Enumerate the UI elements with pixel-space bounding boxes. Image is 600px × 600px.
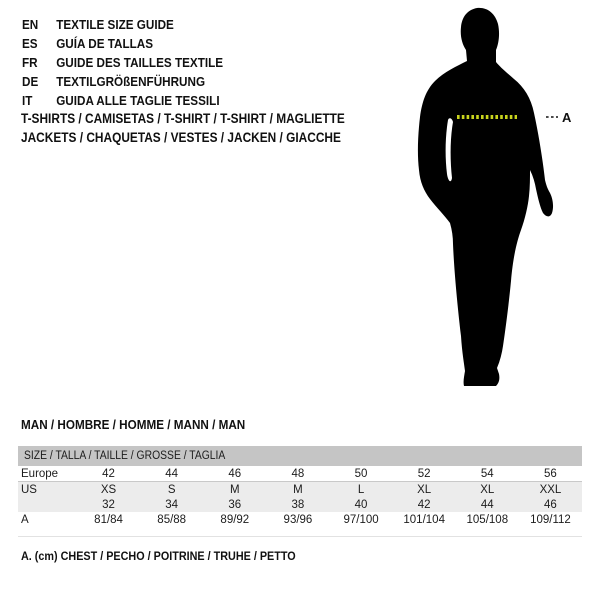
language-row-es [22,34,223,53]
language-code: DE [22,74,39,89]
size-cell: 101/104 [403,514,445,526]
language-label: TEXTILGRÖßENFÜHRUNG [56,74,206,89]
language-label: GUIDE DES TAILLES TEXTILE [56,55,224,70]
language-code: ES [22,36,38,51]
size-table [18,446,582,528]
size-cell: 52 [417,467,431,480]
row-label: Europe [21,467,59,480]
size-cell: 40 [354,498,368,511]
size-cell: 105/108 [466,514,509,526]
language-row-en [22,15,223,34]
language-row-de [22,72,223,91]
category-headings [21,109,389,147]
size-cell: XS [100,483,117,496]
size-cell: M [293,483,303,496]
size-cell: S [167,483,176,496]
size-cell: M [230,483,240,496]
size-cell: 56 [544,467,557,480]
size-cell: 46 [228,467,242,480]
size-table-header-label: SIZE / TALLA / TAILLE / GRÖSSE / TAGLIA [24,450,226,462]
language-list [22,15,245,110]
category-tshirts: T-SHIRTS / CAMISETAS / T-SHIRT / T-SHIRT / MAGLIETTE [21,111,345,126]
row-label: US [21,483,37,496]
size-cell: 109/112 [530,514,571,526]
language-label: TEXTILE SIZE GUIDE [56,17,174,32]
size-cell: 34 [165,498,179,511]
table-row-us [18,482,582,497]
section-title-man: MAN / HOMBRE / HOMME / MANN / MAN [21,417,246,432]
table-row-us-numeric [18,497,582,512]
size-cell: 44 [165,467,179,480]
language-row-fr [22,53,223,72]
size-cell: 50 [354,467,368,480]
table-row-chest-a [18,512,582,528]
size-cell: 44 [480,498,494,511]
size-cell: 46 [544,498,557,511]
size-cell: 42 [102,467,115,480]
size-cell: 36 [228,498,242,511]
silhouette-shape [418,8,553,386]
language-code: IT [22,93,33,108]
size-cell: 48 [291,467,305,480]
measure-label-a: A [562,110,572,125]
size-cell: 38 [291,498,305,511]
man-silhouette [400,0,600,400]
language-code: FR [22,55,38,70]
language-label: GUIDA ALLE TAGLIE TESSILI [56,93,220,108]
size-cell: XXL [539,483,562,496]
size-cell: XL [480,483,495,496]
language-row-it [22,91,223,110]
size-cell: 89/92 [220,514,250,526]
size-cell: 32 [102,498,115,511]
size-cell: 81/84 [94,514,123,526]
row-label: A [21,514,29,526]
language-code: EN [22,17,39,32]
language-label: GUÍA DE TALLAS [56,36,154,51]
size-cell: 97/100 [343,514,379,526]
size-cell: L [357,483,365,496]
size-cell: 54 [480,467,494,480]
size-cell: XL [417,483,432,496]
category-jackets: JACKETS / CHAQUETAS / VESTES / JACKEN / GIACCHE [21,130,341,145]
bottom-divider [18,536,582,537]
size-table-header [18,446,582,466]
size-cell: 85/88 [157,514,187,526]
size-cell: 42 [417,498,431,511]
measurement-footnote: A. (cm) CHEST / PECHO / POITRINE / TRUHE / PETTO [21,549,296,563]
table-row-europe [18,466,582,482]
size-cell: 93/96 [283,514,313,526]
